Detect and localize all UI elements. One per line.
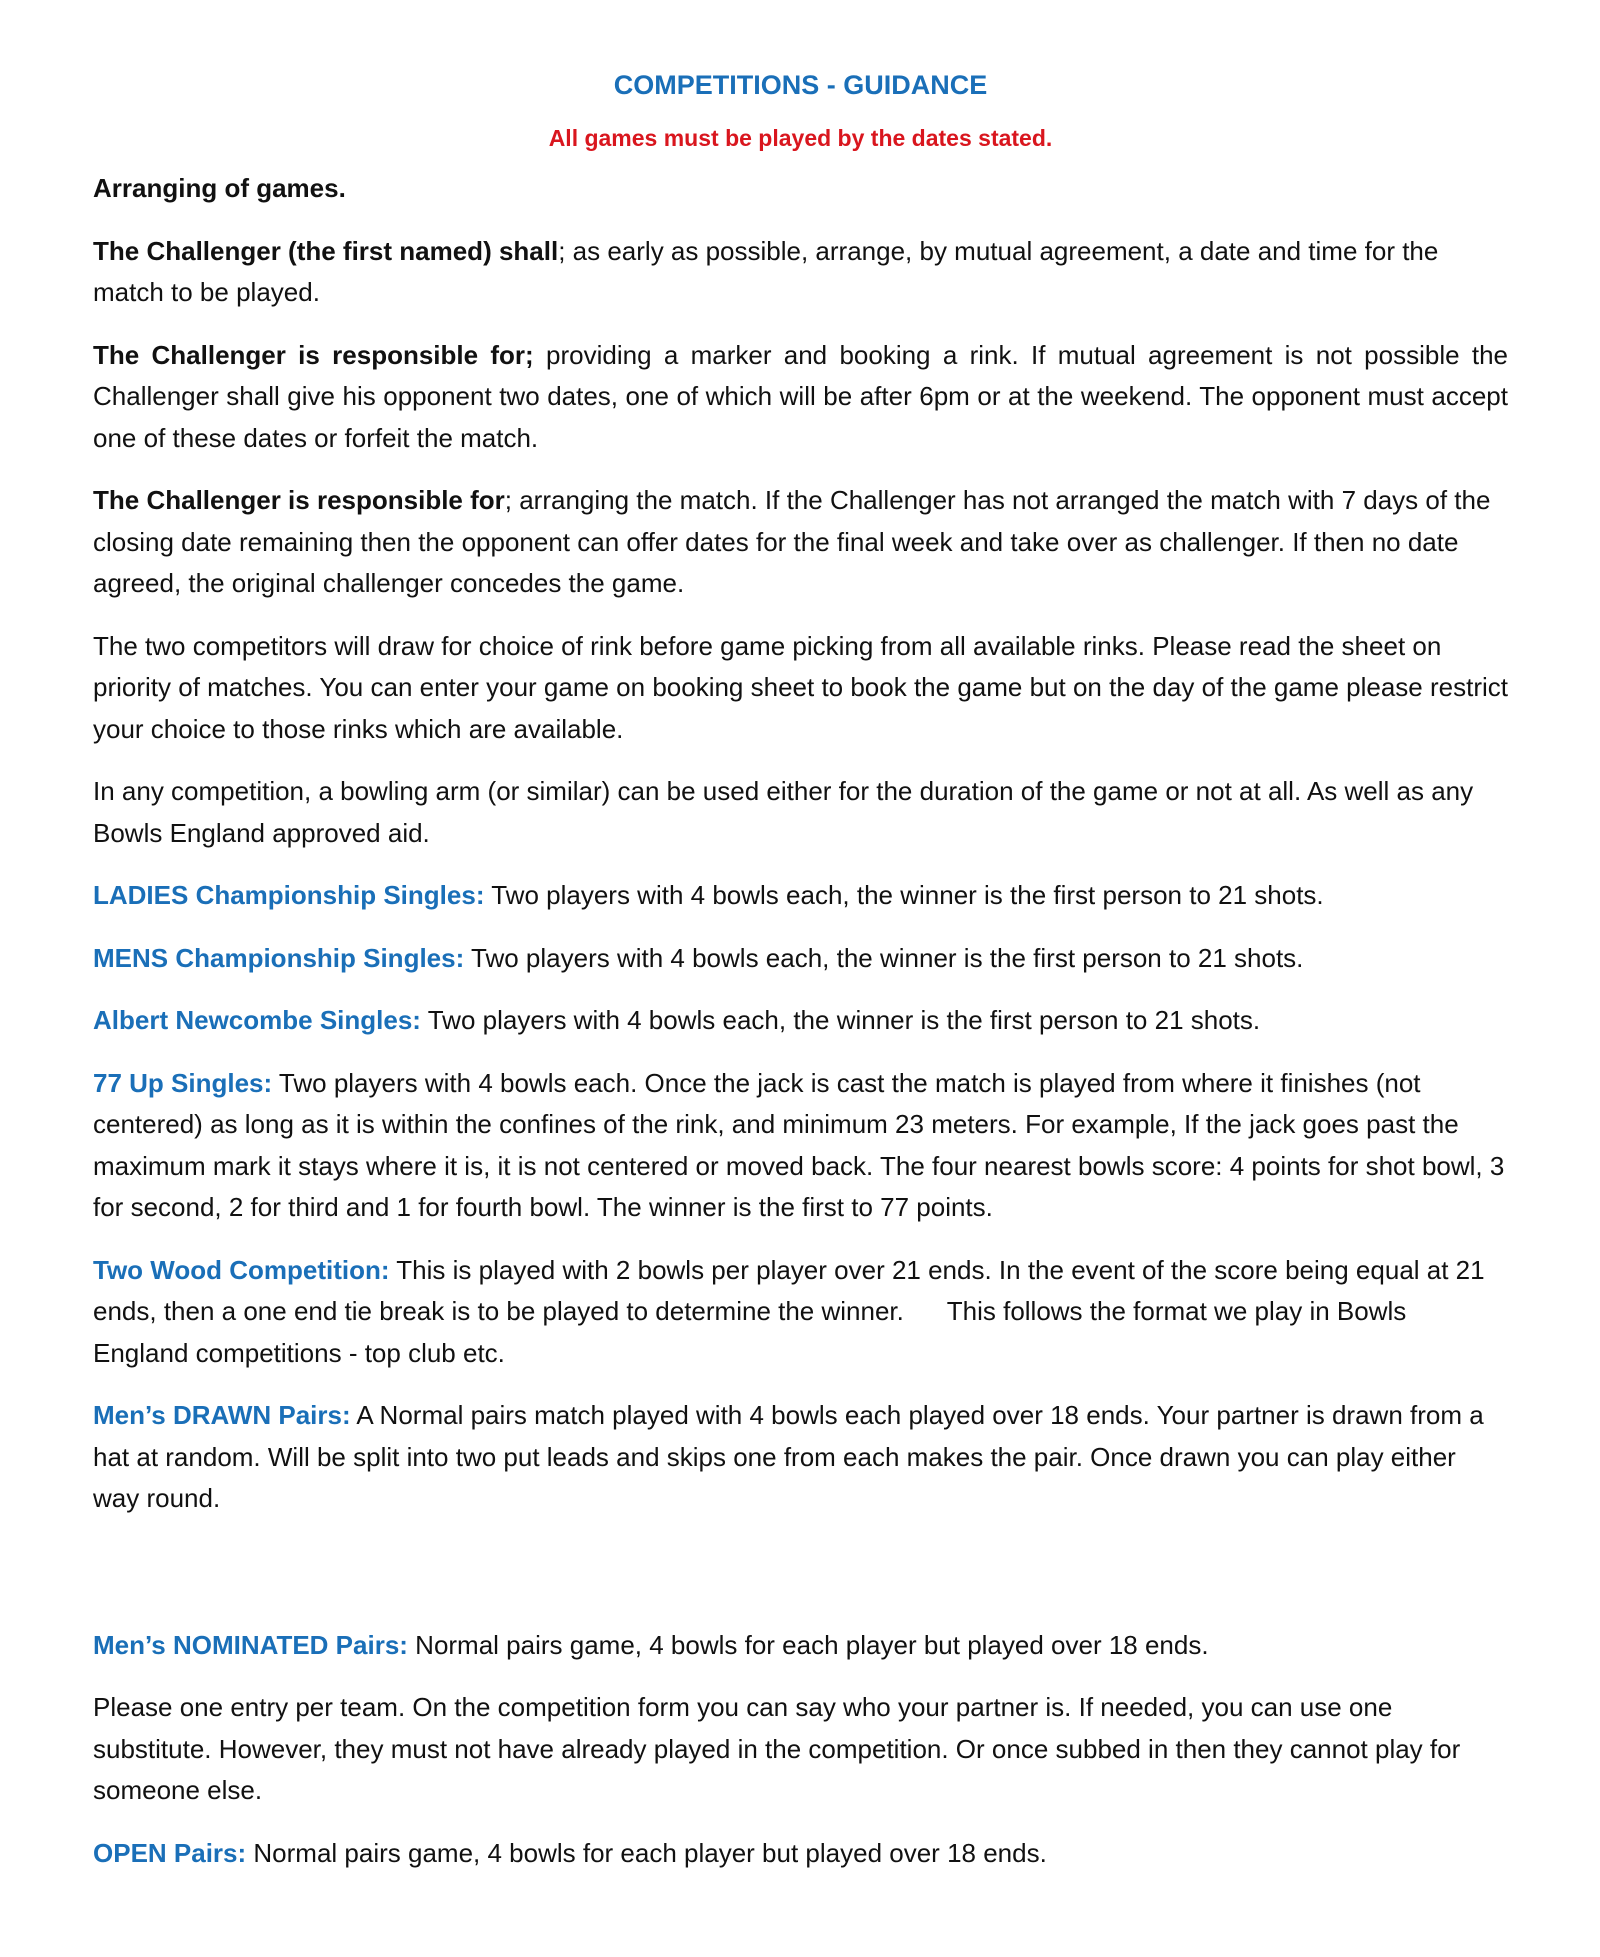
nominated-entry-paragraph: Please one entry per team. On the competition form you can say who your partner is. If needed, you can use one substitute. However, they must not have already played in the competition. Or once subbed in then they cannot play for someone else. [93, 1692, 1461, 1805]
nominated-pairs-paragraph [93, 1625, 1508, 1667]
open-pairs-name: OPEN Pairs: [93, 1837, 247, 1868]
ladies-singles-text: Two players with 4 bowls each, the winner is the first person to 21 shots. [484, 880, 1324, 910]
challenger-shall-paragraph [93, 231, 1508, 314]
arranging-heading: Arranging of games. [93, 173, 346, 203]
responsible-arranging-text: ; arranging the match. If the Challenger has not arranged the match with 7 days of the closing date remaining then the opponent can offer dates for the final week and take over as challenger. If then no date agreed, the original challenger concedes the game. [93, 485, 1491, 598]
responsible-marker-paragraph [93, 335, 1508, 460]
two-wood-text: This is played with 2 bowls per player over 21 ends. In the event of the score being equal at 21 ends, then a one end tie break is to be played to determine the winner. This follows the format we play in Bowls England competitions - top club etc. [93, 1254, 1492, 1368]
albert-newcombe-text: Two players with 4 bowls each, the winner is the first person to 21 shots. [420, 1005, 1261, 1035]
seventy-seven-up-paragraph [93, 1063, 1508, 1229]
ladies-singles-name: LADIES Championship Singles: [93, 880, 485, 910]
drawn-pairs-text: A Normal pairs match played with 4 bowls each played over 18 ends. Your partner is drawn from a hat at random. Will be split into two put leads and skips one from each makes the pair. Once drawn you can play either way round. [93, 1400, 1484, 1513]
two-wood-paragraph [93, 1250, 1508, 1375]
open-pairs-text: Normal pairs game, 4 bowls for each player but played over 18 ends. [246, 1837, 1047, 1868]
seventy-seven-up-name: 77 Up Singles: [93, 1067, 273, 1098]
dates-notice: All games must be played by the dates stated. [548, 125, 1053, 151]
responsible-marker-lead: The Challenger is responsible for; [93, 339, 534, 370]
mens-singles-name: MENS Championship Singles: [93, 942, 465, 973]
drawn-pairs-paragraph [93, 1395, 1508, 1520]
ladies-singles-paragraph [93, 875, 1508, 917]
bowling-arm-paragraph: In any competition, a bowling arm (or similar) can be used either for the duration of the game or not at all. As well as any Bowls England approved aid. [93, 776, 1474, 848]
albert-newcombe-paragraph [93, 1000, 1508, 1042]
challenger-shall-lead: The Challenger (the first named) shall [93, 235, 559, 266]
challenger-shall-text: ; as early as possible, arrange, by mutual agreement, a date and time for the match to be played. [93, 235, 1439, 307]
open-pairs-paragraph [93, 1833, 1508, 1875]
responsible-marker-text: providing a marker and booking a rink. If mutual agreement is not possible the Challenger shall give his opponent two dates, one of which will be after 6pm or at the weekend. The opponent must accept one of these dates or forfeit the match. [93, 339, 1508, 453]
page-title: COMPETITIONS - GUIDANCE [613, 70, 988, 100]
albert-newcombe-name: Albert Newcombe Singles: [93, 1005, 421, 1035]
blank-spacer [93, 1520, 1508, 1604]
responsible-arranging-paragraph [93, 480, 1508, 605]
mens-singles-text: Two players with 4 bowls each, the winner is the first person to 21 shots. [464, 942, 1304, 973]
two-wood-name: Two Wood Competition: [93, 1254, 390, 1285]
seventy-seven-up-text: Two players with 4 bowls each. Once the jack is cast the match is played from where it finishes (not centered) as long as it is within the confines of the rink, and minimum 23 meters. For example, If the jack goes past the maximum mark it stays where it is, it is not centered or moved back. The four nearest bowls score: 4 points for shot bowl, 3 for second, 2 for third and 1 for fourth bowl. The winner is the first to 77 points. [93, 1067, 1505, 1222]
rink-draw-paragraph: The two competitors will draw for choice of rink before game picking from all available rinks. Please read the sheet on priority of matches. You can enter your game on booking sheet to book the game but on the day of the game please restrict your choice to those rinks which are available. [93, 630, 1508, 744]
drawn-pairs-name: Men’s DRAWN Pairs: [93, 1400, 351, 1430]
mens-singles-paragraph [93, 938, 1508, 980]
nominated-pairs-text: Normal pairs game, 4 bowls for each player but played over 18 ends. [407, 1629, 1209, 1660]
responsible-arranging-lead: The Challenger is responsible for [93, 485, 505, 515]
nominated-pairs-name: Men’s NOMINATED Pairs: [93, 1629, 408, 1660]
